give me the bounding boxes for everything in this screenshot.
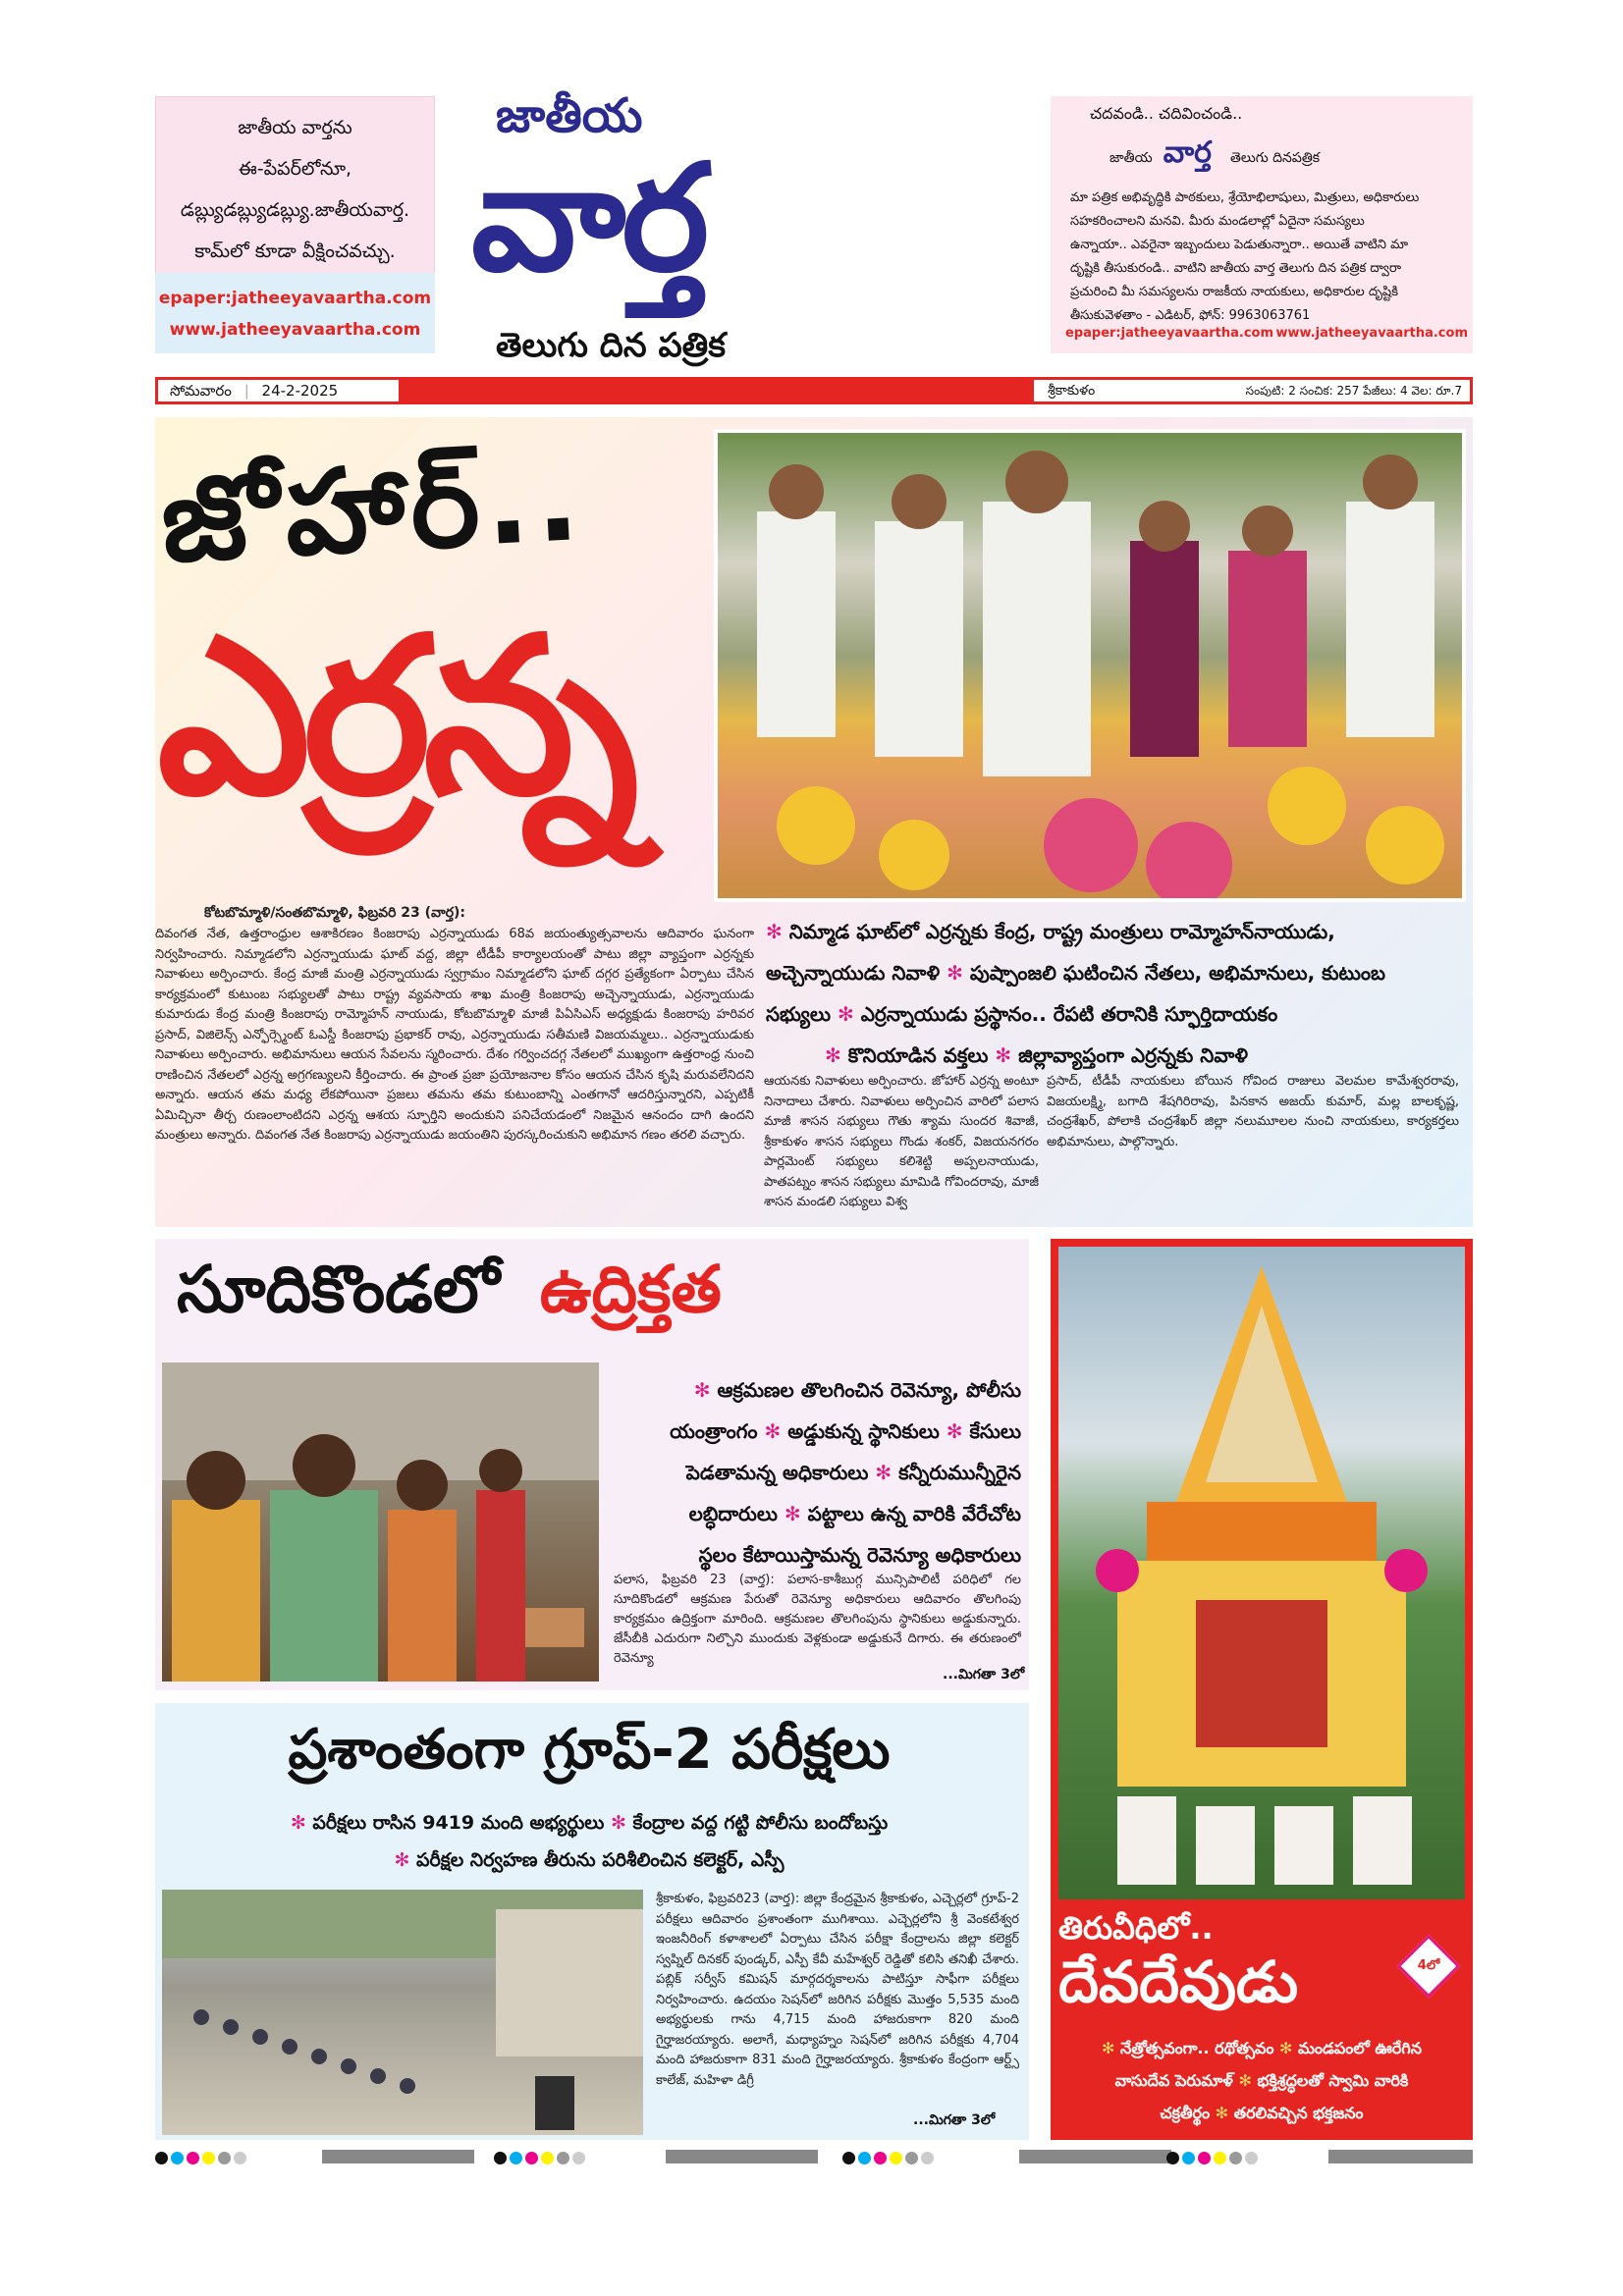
masthead-left-line-2: ఈ-పేపర్‌లోనూ,: [238, 158, 352, 180]
story4-badge-text[interactable]: 4లో: [1417, 1958, 1440, 1973]
story4-subhead-line: వాసుదేవ పెరుమాళ్ ✻ భక్తిశ్రద్ధలతో స్వామి వారికి: [1114, 2071, 1409, 2090]
chariot-illustration: [1058, 1247, 1465, 1899]
epaper-link-left[interactable]: epaper:jatheeyavaartha.com: [158, 289, 432, 308]
registration-marks: [155, 2150, 1473, 2169]
story2-subhead-line: లబ్ధిదారులు ✻ పట్టాలు ఉన్న వారికి వేరేచోట: [688, 1502, 1021, 1525]
lead-photo-tribute: [714, 429, 1466, 902]
masthead-right-head: చదవండి.. చదివించండి..: [1090, 104, 1243, 123]
story2-photo-protest: [162, 1362, 599, 1682]
story2-headline-a: సూదికొండలో: [177, 1252, 500, 1327]
story3-headline: ప్రశాంతంగా గ్రూప్-2 పరీక్షలు: [288, 1718, 891, 1782]
story2-jump[interactable]: ...మిగతా 3లో: [943, 1667, 1025, 1682]
lead-headline-small: జోహార్..: [157, 430, 589, 589]
story3-subheads: [167, 1804, 1011, 1879]
lead-subhead-line: సభ్యులు ✻ ఎర్రన్నాయుడు ప్రస్థానం.. రేపటి తరానికి స్ఫూర్తిదాయకం: [766, 1002, 1278, 1026]
masthead-left-line-1: జాతీయ వార్తను: [238, 117, 352, 138]
gray-bar: [666, 2150, 818, 2163]
story2-subhead-line: స్థలం కేటాయిస్తామన్న రెవెన్యూ అధికారులు: [698, 1543, 1021, 1567]
story4-head-big: దేవదేవుడు: [1058, 1949, 1299, 2015]
lead-headline-big: ఎర్రన్న: [157, 591, 631, 842]
lead-body-left: దివంగత నేత, ఉత్తరాంధ్రుల ఆశాకిరణం కింజరాపు ఎర్రన్నాయుడు 68వ జయంత్యుత్సవాలను ఆదివారం ఘనంగా నిర్వహించారు. నిమ్మాడలోని ఎర్రన్నాయుడు ఘాట్ వద్ద, జిల్లా టీడీపీ కార్యాలయంతో పాటు జిల్లా వ్యాప్తంగా ఎర్రన్నకు నివాళులు అర్పించారు. కేంద్ర మాజీ మంత్రి ఎర్రన్నాయుడు స్వగ్రామం నిమ్మాడలోని ఘాట్ దగ్గర ప్రత్యేకంగా ఏర్పాటు చేసిన కార్యక్రమంలో కుటుంబ సభ్యులతో పాటు రాష్ట్ర వ్యవసాయ శాఖ మంత్రి కింజరాపు అచ్చెన్నాయుడు, ఎర్రన్నాయుడు కుమారుడు కేంద్ర మంత్రి కింజరాపు రామ్మోహన్ నాయుడు, కోటబొమ్మాళి మాజీ పిఏసిఎస్ అధ్యక్షుడు కింజరాపు హరివర ప్రసాద్, విజిలెన్స్ ఎన్ఫోర్స్మెంట్ ఓఎస్డీ కింజరాపు ప్రభాకర్ రావు, ఎర్రన్నాయుడు సతీమణి విజయమ్మలు.. ఎర్రన్నాయుడుకు నివాళులు అర్పించారు. అభిమానులు ఆయన సేవలను స్మరించారు. దేశం గర్వించదగ్గ నేతలలో ముఖ్యంగా ఉత్తరాంధ్ర నుంచి రాణించిన నేతలలో ఎర్రన్న అగ్రగణ్యులని కీర్తించారు. ఈ ప్రాంత ప్రజా ప్రయోజనాల కోసం ఆయన చేసిన కృషి మరువలేనిదని అన్నారు. ఆయన తమ మధ్య లేకపోయినా ప్రజలు తమను తమ కుటుంబాన్ని ఎంతగానో ఆదరిస్తున్నారని, ఎప్పటికీ ఏమిచ్చినా తీర్చ రుణంలాంటిదని ఎర్రన్న ఆశయ స్ఫూర్తిని అందుకుని పనిచేయడంలో నిజమైన ఆనందం దాగి ఉందని మంత్రులు అన్నారు. దివంగత నేత కింజరాపు ఎర్రన్నాయుడు జయంతిని పురస్కరించుకుని అభిమాన గణం తరలి వచ్చారు.: [155, 927, 754, 1143]
dateline-bar: సోమవారం | 24-2-2025 శ్రీకాకుళం సంపుటి: 2 సంచిక: 257 పేజీలు: 4 వెల: రూ.7: [155, 377, 1473, 404]
masthead-left-line-3: డబ్ల్యుడబ్ల్యుడబ్ల్యు.జాతీయవార్త.: [180, 199, 410, 221]
exam-queue-illustration: [162, 1890, 643, 2135]
story4-subheads: [1058, 2032, 1465, 2129]
lead-body-right: ప్రసాద్, టీడీపీ నాయకులు బోయిన గోవింద రాజులు వెలమల కామేశ్వరరావు, విజయలక్ష్మి, బగాది శేషగిరిరావు, పినకాన అజయ్ కుమార్, మల్ల బాలకృష్ణ, చంద్రశేఖర్, పోలాకి చంద్రశేఖర్ జిల్లా నలుమూలల నుంచి నాయకులు, కార్యకర్తలు అభిమానులు, పాల్గొన్నారు.: [1047, 1074, 1459, 1149]
dateline-date: 24-2-2025: [261, 382, 339, 400]
story2-subhead-line: యంత్రాంగం ✻ అడ్డుకున్న స్థానికులు ✻ కేసులు: [670, 1419, 1021, 1443]
story4-subhead-line: ✻ నేత్రోత్సవంగా.. రథోత్సవం ✻ మండపంలో ఊరేగిన: [1102, 2039, 1422, 2057]
story3-jump[interactable]: ...మిగతా 3లో: [913, 2112, 996, 2128]
masthead-right-line: ప్రచురించి మీ సమస్యలను రాజకీయ నాయకులు, అధికారుల దృష్టికి: [1070, 285, 1398, 299]
lead-subhead-line: ✻ నిమ్మాడ ఘాట్‌లో ఎర్రన్నకు కేంద్ర, రాష్ట్ర మంత్రులు రామ్మోహన్‌నాయుడు,: [766, 920, 1335, 943]
lead-body-mid: ఆయనకు నివాళులు అర్పించారు. జోహార్ ఎర్రన్న అంటూ నినాదాలు చేశారు. నివాళులు అర్పించిన వారిలో పలాస మాజీ శాసన సభ్యులు గౌతు శ్యామ సుందర శివాజీ, శ్రీకాకుళం శాసన సభ్యులు గొండు శంకర్, విజయనగరం పార్లమెంట్ సభ్యులు కలిశెట్టి అప్పలనాయుడు, పాతపట్నం శాసన సభ్యులు మామిడి గోవిందరావు, మాజీ శాసన మండలి సభ్యులు విశ్వ: [764, 1074, 1039, 1209]
color-dots: [1166, 2150, 1261, 2168]
masthead-right-line: సహకరించాలని మనవి. మీరు మండలాల్లో ఏదైనా సమస్యలు: [1070, 214, 1365, 229]
website-link-right[interactable]: www.jatheeyavaartha.com: [1275, 326, 1468, 341]
masthead-right-brand-c: తెలుగు దినపత్రిక: [1230, 150, 1321, 166]
gray-bar: [1328, 2150, 1473, 2163]
story2-body: పలాస, ఫిబ్రవరి 23 (వార్త): పలాస-కాశీబుగ్గ మున్సిపాలిటీ పరిధిలో గల సూదికొండలో ఆక్రమణ పేరుతో రెవెన్యూ అధికారులు ఆదివారం తొలగింపు కార్యక్రమం ఉద్రిక్తంగా మారింది. ఆక్రమణల తొలగింపును స్థానికులు అడ్డుకున్నారు. జేసీబీకి ఎదురుగా నిల్చొని ముందుకు వెళ్లకుండా అడ్డుకునే దిగారు. ఈ తరుణంలో రెవెన్యూ: [614, 1573, 1021, 1666]
gray-bar: [322, 2150, 474, 2163]
gray-bar: [1019, 2150, 1171, 2163]
protest-scene-illustration: [162, 1362, 599, 1682]
masthead-left-links: [155, 273, 435, 353]
masthead-right-line: దృష్టికి తీసుకురండి.. వాటిని జాతీయ వార్త తెలుగు దిన పత్రిక ద్వారా: [1070, 261, 1402, 276]
story2-subheads: [628, 1369, 1021, 1575]
story2-headline-b: ఉద్రిక్తత: [539, 1252, 722, 1327]
logo-main: వార్త: [471, 133, 706, 304]
story4-head-small: తిరువీధిలో..: [1058, 1909, 1214, 1947]
tribute-scene-illustration: [718, 433, 1466, 902]
color-dots: [155, 2150, 249, 2168]
lead-subhead-line: అచ్చెన్నాయుడు నివాళి ✻ పుష్పాంజలి ఘటించిన నేతలు, అభిమానులు, కుటుంబ: [766, 961, 1385, 985]
dateline-place: శ్రీకాకుళం: [1048, 383, 1096, 399]
story2-subhead-line: ✻ ఆక్రమణల తొలగించిన రెవెన్యూ, పోలీసు: [693, 1378, 1021, 1402]
masthead-right-line: ఉన్నాయా.. ఎవరైనా ఇబ్బందులు పెడుతున్నారా.. అయితే వాటిని మా: [1070, 238, 1409, 252]
lead-subheads: [766, 911, 1463, 1076]
story3-subhead-line: ✻ పరీక్షలు రాసిన 9419 మంది అభ్యర్థులు ✻ కేంద్రాల వద్ద గట్టి పోలీసు బందోబస్తు: [290, 1812, 889, 1834]
website-link-left[interactable]: www.jatheeyavaartha.com: [169, 320, 421, 340]
lead-subhead-line: ✻ కొనియాడిన వక్తలు ✻ జిల్లావ్యాప్తంగా ఎర్రన్నకు నివాళి: [825, 1043, 1249, 1067]
story3-subhead-line: ✻ పరీక్షల నిర్వహణ తీరును పరిశీలించిన కలెక్టర్, ఎస్పీ: [394, 1849, 784, 1871]
color-dots: [842, 2150, 937, 2168]
masthead-right-panel: [1051, 96, 1473, 353]
lead-dateline: కోటబొమ్మాళి/సంతబొమ్మాళి, ఫిబ్రవరి 23 (వార్త):: [204, 905, 465, 921]
dateline-day: సోమవారం: [170, 382, 232, 400]
masthead-right-brand-a: జాతీయ: [1109, 150, 1153, 166]
epaper-link-right[interactable]: epaper:jatheeyavaartha.com: [1065, 326, 1273, 341]
masthead-right-line: తీసుకువెళతాం - ఎడిటర్, ఫోన్: 9963063761: [1070, 308, 1311, 323]
logo-small: జాతీయ: [496, 88, 643, 143]
story4-photo-chariot: [1058, 1247, 1465, 1899]
story2-subhead-line: పెడతామన్న అధికారులు ✻ కన్నీరుమున్నీరైన: [685, 1461, 1021, 1484]
color-dots: [494, 2150, 588, 2168]
masthead-right-brand-b: వార్త: [1163, 135, 1212, 170]
logo-tagline: తెలుగు దిన పత్రిక: [496, 326, 726, 365]
masthead-left-line-4: కామ్‌లో కూడా వీక్షించవచ్చు.: [194, 240, 396, 262]
masthead-right-line: మా పత్రిక అభివృద్ధికి పాఠకులు, శ్రేయోభిలాషులు, మిత్రులు, అధికారులు: [1070, 190, 1420, 205]
story3-body: శ్రీకాకుళం, ఫిబ్రవరి23 (వార్త): జిల్లా కేంద్రమైన శ్రీకాకుళం, ఎచ్చెర్లలో గ్రూప్-2 పరీక్షలు ఆదివారం ప్రశాంతంగా ముగిశాయి. ఎచ్చెర్లలోని శ్రీ వెంకటేశ్వర ఇంజనీరింగ్ కళాశాలలో ఏర్పాటు చేసిన పరీక్షా కేంద్రాలను జిల్లా కలెక్టర్ స్వప్నిల్ దినకర్ పుండ్కర్, ఎస్పీ కేవీ మహేశ్వర్ రెడ్డితో కలిసి తనిఖీ చేశారు. పబ్లిక్ సర్వీస్ కమిషన్ మార్గదర్శకాలను పాటిస్తూ సాఫీగా పరీక్షలు నిర్వహించారు. ఉదయం సెషన్‌లో జరిగిన పరీక్షకు మొత్తం 5,535 మంది అభ్యర్థులకు గాను 4,715 మంది హాజరుకాగా 820 మంది గైర్హాజరయ్యారు. అలాగే, మధ్యాహ్నం సెషన్‌లో జరిగిన పరీక్షకు 4,704 మంది హాజరుకాగా 831 మంది గైర్హాజరయ్యారు. శ్రీకాకుళం కేంద్రంగా ఆర్ట్స్ కాలేజ్, మహిళా డిగ్రీ: [656, 1892, 1019, 2088]
dateline-issue: సంపుటి: 2 సంచిక: 257 పేజీలు: 4 వెల: రూ.7: [1245, 384, 1462, 398]
story2-headline: [177, 1252, 722, 1343]
story3-photo-exam-queue: [162, 1890, 643, 2135]
story4-subhead-line: చక్రతీర్థం ✻ తరలివచ్చిన భక్తజనం: [1160, 2104, 1364, 2122]
